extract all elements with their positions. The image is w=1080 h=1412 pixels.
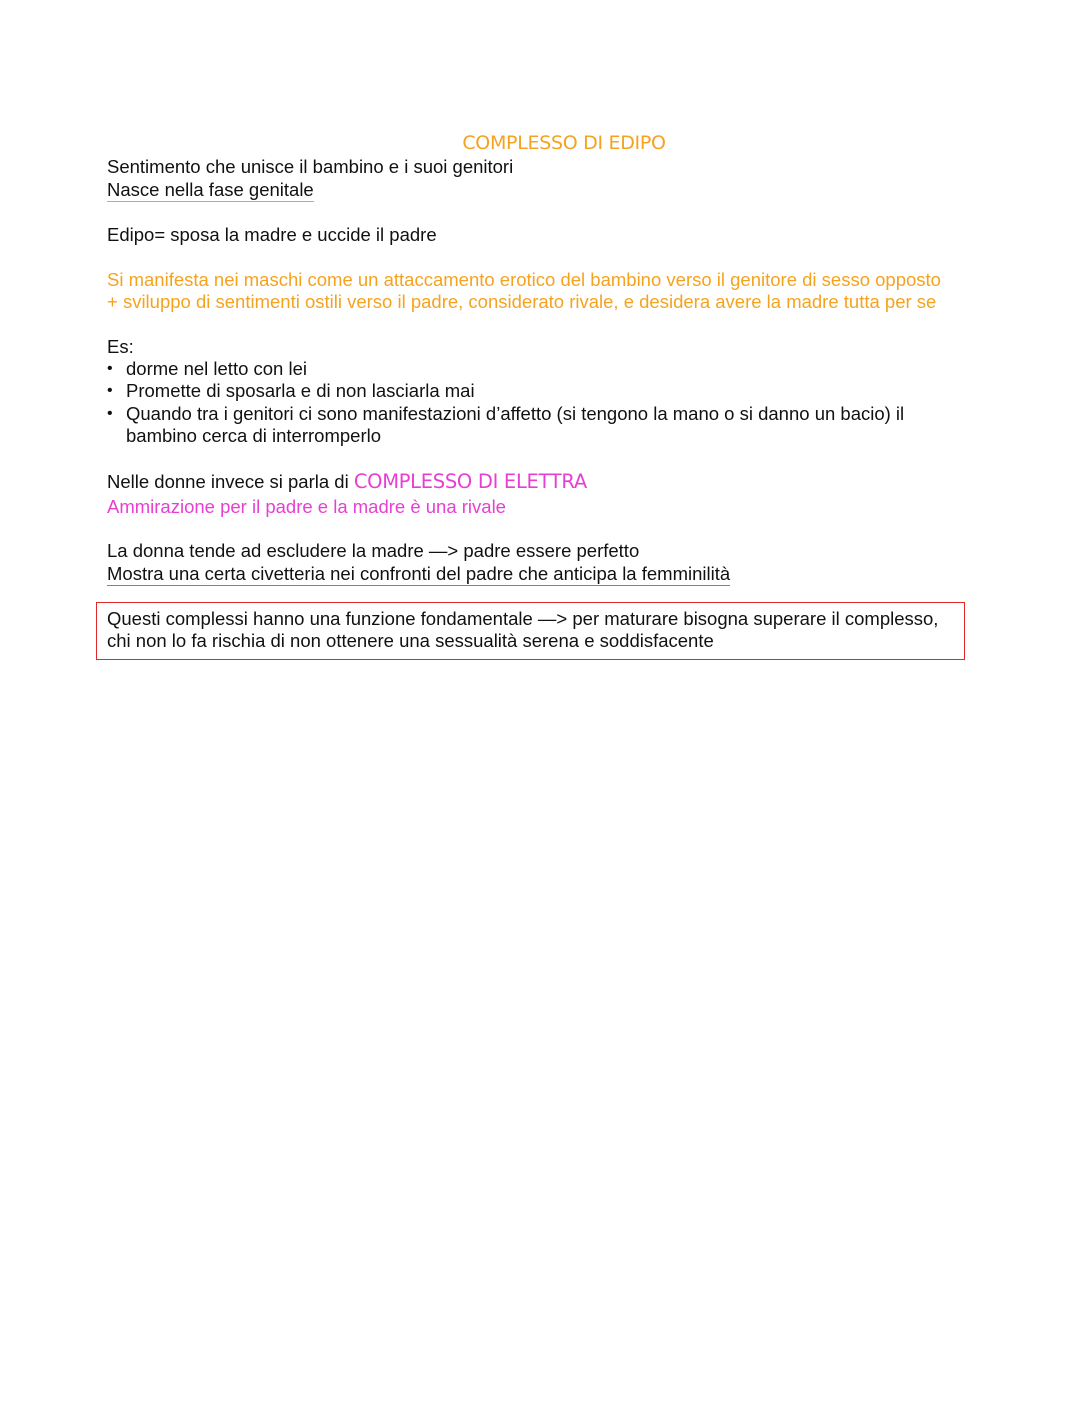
maschi-line-1: Si manifesta nei maschi come un attaccamento erotico del bambino verso il genitore di sesso opposto [107, 269, 941, 290]
example-item: Promette di sposarla e di non lasciarla mai [126, 380, 475, 401]
example-item: Quando tra i genitori ci sono manifestazioni d’affetto (si tengono la mano o si danno un bacio) il [126, 403, 905, 424]
donne-subtitle: Ammirazione per il padre e la madre è una rivale [107, 496, 506, 517]
conclusion-line-1: Questi complessi hanno una funzione fondamentale —> per maturare bisogna superare il complesso, [107, 608, 939, 629]
bullet-icon: • [107, 405, 113, 422]
edipo-definition: Edipo= sposa la madre e uccide il padre [107, 224, 437, 245]
examples-label: Es: [107, 336, 134, 357]
intro-line-1: Sentimento che unisce il bambino e i suoi genitori [107, 156, 514, 177]
maschi-line-2: + sviluppo di sentimenti ostili verso il padre, considerato rivale, e desidera avere la madre tutta per se [107, 291, 937, 312]
elettra-highlight: COMPLESSO DI ELETTRA [353, 470, 587, 493]
conclusion-line-2: chi non lo fa rischia di non ottenere una sessualità serena e soddisfacente [107, 630, 714, 651]
example-item: dorme nel letto con lei [126, 358, 307, 379]
bullet-icon: • [107, 382, 113, 399]
bullet-icon: • [107, 360, 113, 377]
intro-line-2-text: Nasce nella fase genitale [107, 179, 314, 200]
donna-behavior-line-2 [107, 563, 730, 585]
page-title: COMPLESSO DI EDIPO [462, 132, 666, 154]
donne-line [107, 471, 587, 493]
intro-line-2 [107, 179, 314, 201]
donne-prefix: Nelle donne invece si parla di [107, 471, 354, 492]
example-item-continuation: bambino cerca di interromperlo [126, 425, 382, 446]
conclusion-box [96, 602, 965, 660]
donna-behavior-line-1: La donna tende ad escludere la madre —> padre essere perfetto [107, 540, 640, 561]
donna-behavior-line-2-text: Mostra una certa civetteria nei confronti del padre che anticipa la femminilità [107, 563, 731, 584]
